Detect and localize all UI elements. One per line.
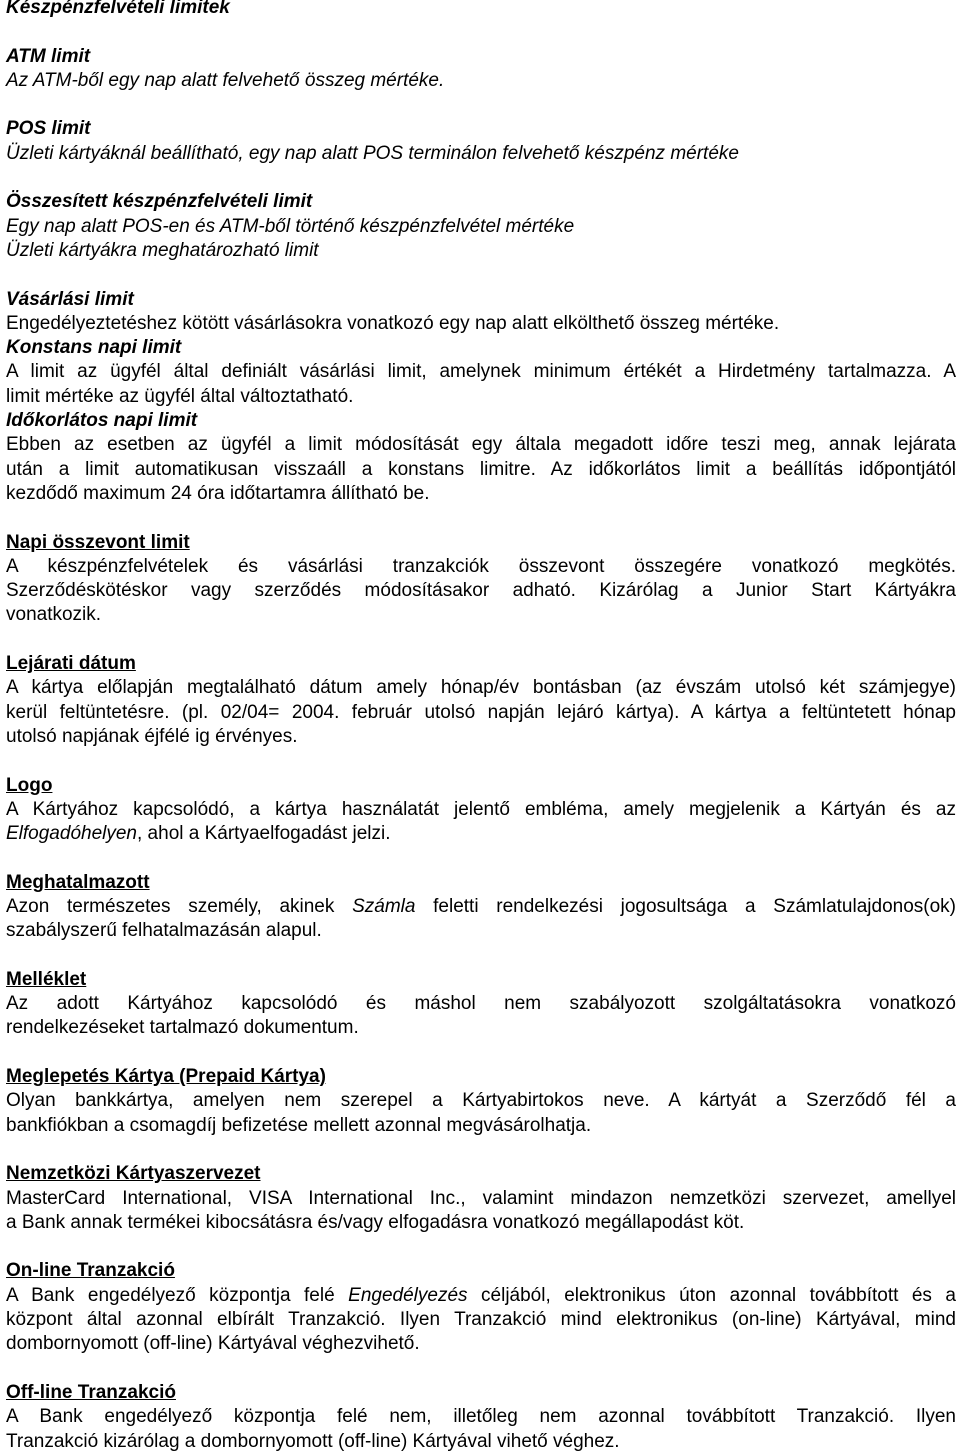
spacer: [6, 846, 956, 870]
definition-meglepetes-line1: Olyan bankkártya, amelyen nem szerepel a Kártyabirtokos neve. A kártyát a Szerződő fél a: [6, 1090, 956, 1112]
definition-meghatalmazott-line2: szabályszerű felhatalmazásán alapul.: [6, 920, 322, 942]
term-ref-elfogadohely: Elfogadóhelyen: [6, 823, 137, 845]
definition-napi-osszevont-line3: vonatkozik.: [6, 604, 102, 626]
definition-lejarati-line3: utolsó napjának éjfélé ig érvényes.: [6, 725, 298, 747]
definition-atm-limit: Az ATM-ből egy nap alatt felvehető összeg mértéke.: [6, 69, 445, 91]
term-idokorlatos-napi-limit: Időkorlátos napi limit: [6, 410, 198, 432]
spacer: [6, 166, 956, 190]
definition-idokorlatos-line2: után a limit automatikusan visszaáll a konstans limitre. Az időkorlátos limit a beállítás időpontjától: [6, 458, 956, 480]
definition-osszesitett-line2: Üzleti kártyákra meghatározható limit: [6, 239, 319, 261]
term-atm-limit: ATM limit: [6, 45, 91, 67]
term-meghatalmazott: Meghatalmazott: [6, 871, 150, 893]
term-konstans-napi-limit: Konstans napi limit: [6, 337, 182, 359]
document-page: [6, 0, 956, 1454]
definition-meghatalmazott-line1: [6, 895, 956, 919]
definition-napi-osszevont-line2: Szerződéskötéskor vagy szerződés módosításakor adható. Kizárólag a Junior Start Kártyákra: [6, 580, 956, 602]
term-nemzetkozi-kartyaszervezet: Nemzetközi Kártyaszervezet: [6, 1163, 261, 1185]
definition-osszesitett-line1: Egy nap alatt POS-en és ATM-ből történő készpénzfelvétel mértéke: [6, 215, 575, 237]
spacer: [6, 93, 956, 117]
term-pos-limit: POS limit: [6, 118, 91, 140]
term-lejarati-datum: Lejárati dátum: [6, 653, 136, 675]
definition-offline-line1: A Bank engedélyező központja felé nem, illetőleg nem azonnal továbbított Tranzakció. Ilyen: [6, 1406, 956, 1428]
definition-konstans-line1: A limit az ügyfél által definiált vásárlási limit, amelynek minimum értékét a Hirdetmény tartalmazza. A: [6, 361, 956, 383]
spacer: [6, 506, 956, 530]
definition-meglepetes-line2: bankfiókban a csomagdíj befizetése mellett azonnal megvásárolhatja.: [6, 1114, 592, 1136]
definition-logo-line1: A Kártyához kapcsolódó, a kártya használatát jelentő embléma, amely megjelenik a Kártyán és az: [6, 798, 956, 820]
definition-nemzetkozi-line1: MasterCard International, VISA International Inc., valamint mindazon nemzetközi szervezet, amellyel: [6, 1187, 956, 1209]
term-ref-engedelyezes: Engedélyezés: [348, 1284, 468, 1306]
spacer: [6, 749, 956, 773]
definition-idokorlatos-line1: Ebben az esetben az ügyfél a limit módosítását egy általa megadott időre teszi meg, annak lejárata: [6, 434, 956, 456]
spacer: [6, 1235, 956, 1259]
definition-konstans-line2: limit mértéke az ügyfél által változtatható.: [6, 385, 354, 407]
definition-idokorlatos-line3: kezdődő maximum 24 óra időtartamra állítható be.: [6, 482, 430, 504]
definition-napi-osszevont-line1: A készpénzfelvételek és vásárlási tranzakciók összevont összegére vonatkozó megkötés.: [6, 555, 956, 577]
definition-online-line3: dombornyomott (off-line) Kártyával véghezvihető.: [6, 1333, 420, 1355]
term-online-tranzakcio: On-line Tranzakció: [6, 1260, 175, 1282]
definition-melleklet-line2: rendelkezéseket tartalmazó dokumentum.: [6, 1017, 359, 1039]
term-offline-tranzakcio: Off-line Tranzakció: [6, 1381, 176, 1403]
spacer: [6, 1138, 956, 1162]
definition-lejarati-line1: A kártya előlapján megtalálható dátum amely hónap/év bontásban (az évszám utolsó két számjegye): [6, 677, 956, 699]
definition-lejarati-line2: kerül feltüntetésre. (pl. 02/04= 2004. február utolsó napján lejáró kártya). A kártya a feltüntetett hónap: [6, 701, 956, 723]
section-title-keszpenzfelveteli-limitek: Készpénzfelvételi limitek: [6, 0, 230, 18]
term-melleklet: Melléklet: [6, 968, 87, 990]
term-logo: Logo: [6, 774, 53, 796]
definition-online-line1-b: céljából, elektronikus úton azonnal továbbított és a: [481, 1284, 956, 1306]
definition-melleklet-line1: Az adott Kártyához kapcsolódó és máshol nem szabályozott szolgáltatásokra vonatkozó: [6, 993, 956, 1015]
definition-meghatalmazott-line1-b: feletti rendelkezési jogosultsága a Számlatulajdonos(ok): [433, 895, 956, 917]
spacer: [6, 20, 956, 44]
definition-offline-line2: Tranzakció kizárólag a dombornyomott (off-line) Kártyával vihető véghez.: [6, 1430, 620, 1452]
definition-online-line1-a: A Bank engedélyező központja felé: [6, 1284, 335, 1306]
term-vasarlasi-limit: Vásárlási limit: [6, 288, 134, 310]
definition-meghatalmazott-line1-a: Azon természetes személy, akinek: [6, 895, 335, 917]
spacer: [6, 628, 956, 652]
term-osszesitett-limit: Összesített készpénzfelvételi limit: [6, 191, 313, 213]
definition-pos-limit: Üzleti kártyáknál beállítható, egy nap alatt POS terminálon felvehető készpénz mértéke: [6, 142, 739, 164]
term-ref-szamla: Számla: [352, 895, 416, 917]
definition-online-line2: központ által azonnal elbírált Tranzakció. Ilyen Tranzakció mind elektronikus (on-line) Kártyával, mind: [6, 1309, 956, 1331]
term-meglepetes-kartya: Meglepetés Kártya (Prepaid Kártya): [6, 1066, 326, 1088]
spacer: [6, 944, 956, 968]
spacer: [6, 263, 956, 287]
definition-logo-line2-rest: , ahol a Kártyaelfogadást jelzi.: [137, 823, 391, 845]
definition-logo-line2: [6, 822, 956, 846]
term-napi-osszevont-limit: Napi összevont limit: [6, 531, 190, 553]
definition-nemzetkozi-line2: a Bank annak termékei kibocsátásra és/vagy elfogadásra vonatkozó megállapodást köt.: [6, 1211, 745, 1233]
spacer: [6, 1357, 956, 1381]
definition-online-line1: [6, 1284, 956, 1308]
spacer: [6, 1041, 956, 1065]
definition-vasarlasi-limit: Engedélyeztetéshez kötött vásárlásokra vonatkozó egy nap alatt elkölthető összeg mértéke.: [6, 312, 780, 334]
